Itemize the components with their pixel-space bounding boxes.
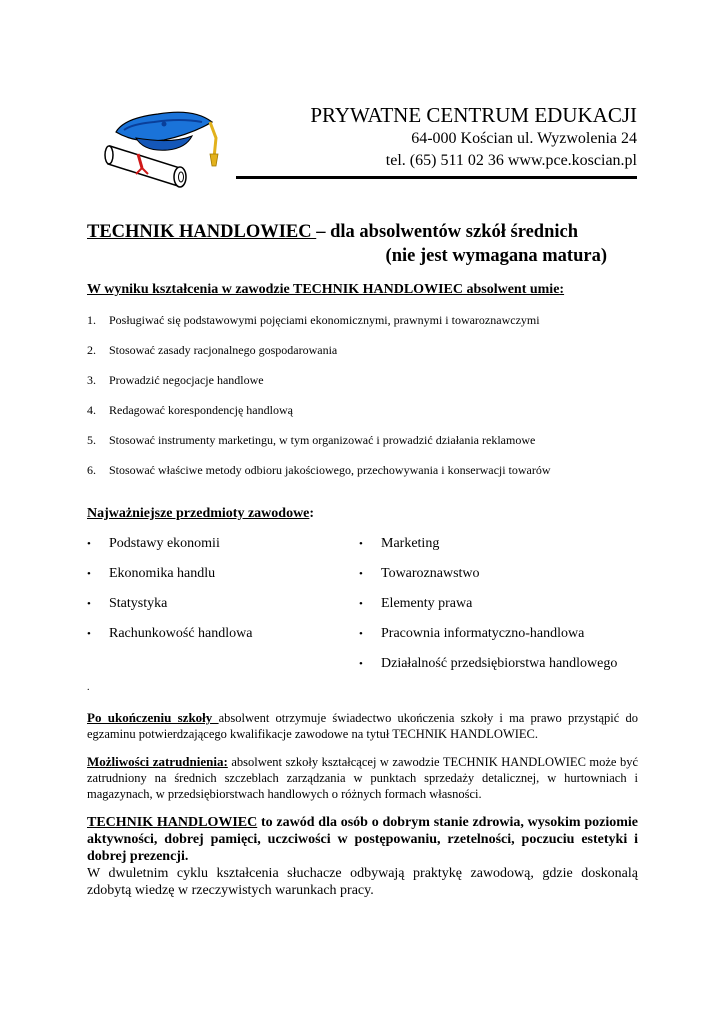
header-divider (236, 176, 637, 179)
subjects-list-left (87, 529, 252, 649)
list-item: • Marketing (359, 536, 440, 551)
stray-dot: . (87, 682, 90, 693)
diploma-scroll-icon (105, 146, 186, 187)
list-item: • Rachunkowość handlowa (87, 626, 253, 641)
title-profession: TECHNIK HANDLOWIEC (87, 222, 317, 242)
list-item: • Statystyka (87, 596, 168, 611)
skills-list (87, 305, 647, 485)
subjects-heading: Najważniejsze przedmioty zawodowe: (87, 506, 315, 521)
institution-name: PRYWATNE CENTRUM EDUKACJI (310, 103, 637, 127)
list-item: 6. Stosować właściwe metody odbioru jakościowego, przechowywania i konserwacji towarów (87, 463, 551, 477)
employment-paragraph: Możliwości zatrudnienia: absolwent szkoły kształcącej w zawodzie TECHNIK HANDLOWIEC może być zatrudniony na średnich szczeblach zarządzania w punktach sprzedaży detalicznej, w hurtowniach i magazynach, w przedsiębiorstwach handlowych o różnych formach własności. (87, 754, 638, 801)
list-item: • Elementy prawa (359, 596, 473, 611)
list-item: • Pracownia informatyczno-handlowa (359, 626, 585, 641)
list-item: • Ekonomika handlu (87, 566, 216, 581)
list-item: 4. Redagować korespondencję handlową (87, 403, 293, 417)
title-audience: – dla absolwentów szkół średnich (316, 222, 579, 242)
closing-paragraph: TECHNIK HANDLOWIEC to zawód dla osób o dobrym stanie zdrowia, wysokim poziomie aktywności, dobrej pamięci, uczciwości w postępowaniu, rzetelności, poczuciu estetyki i dobrej prezencji. W dwuletnim cyklu kształcenia słuchacze odbywają praktykę zawodową, gdzie doskonalą zdobytą wiedzę w rzeczywistych warunkach pracy. (87, 815, 638, 898)
list-item: • Działalność przedsiębiorstwa handlowego (359, 656, 618, 671)
title-note: (nie jest wymagana matura) (385, 246, 607, 266)
after-school-lead: Po ukończeniu szkoły (87, 710, 219, 725)
list-item: • Towaroznawstwo (359, 566, 480, 581)
list-item: 1. Posługiwać się podstawowymi pojęciami ekonomicznymi, prawnymi i towaroznawczymi (87, 313, 540, 327)
institution-address: 64-000 Kościan ul. Wyzwolenia 24 (411, 130, 637, 147)
list-item: • Podstawy ekonomii (87, 536, 220, 551)
institution-contact: tel. (65) 511 02 36 www.pce.koscian.pl (385, 152, 637, 169)
skills-heading: W wyniku kształcenia w zawodzie TECHNIK HANDLOWIEC absolwent umie: (87, 282, 565, 297)
employment-lead: Możliwości zatrudnienia: (87, 754, 228, 769)
institution-header (310, 102, 637, 172)
after-school-paragraph: Po ukończeniu szkoły absolwent otrzymuje świadectwo ukończenia szkoły i ma prawo przystąpić do egzaminu potwierdzającego kwalifikacje zawodowe na tytuł TECHNIK HANDLOWIEC. (87, 710, 638, 741)
subjects-list-right (359, 529, 617, 679)
document-title (87, 220, 607, 268)
list-item: 2. Stosować zasady racjonalnego gospodarowania (87, 343, 338, 357)
list-item: 5. Stosować instrumenty marketingu, w tym organizować i prowadzić działania reklamowe (87, 433, 536, 447)
list-item: 3. Prowadzić negocjacje handlowe (87, 373, 264, 387)
closing-lead: TECHNIK HANDLOWIEC (87, 815, 258, 830)
graduation-cap-logo (102, 104, 232, 196)
